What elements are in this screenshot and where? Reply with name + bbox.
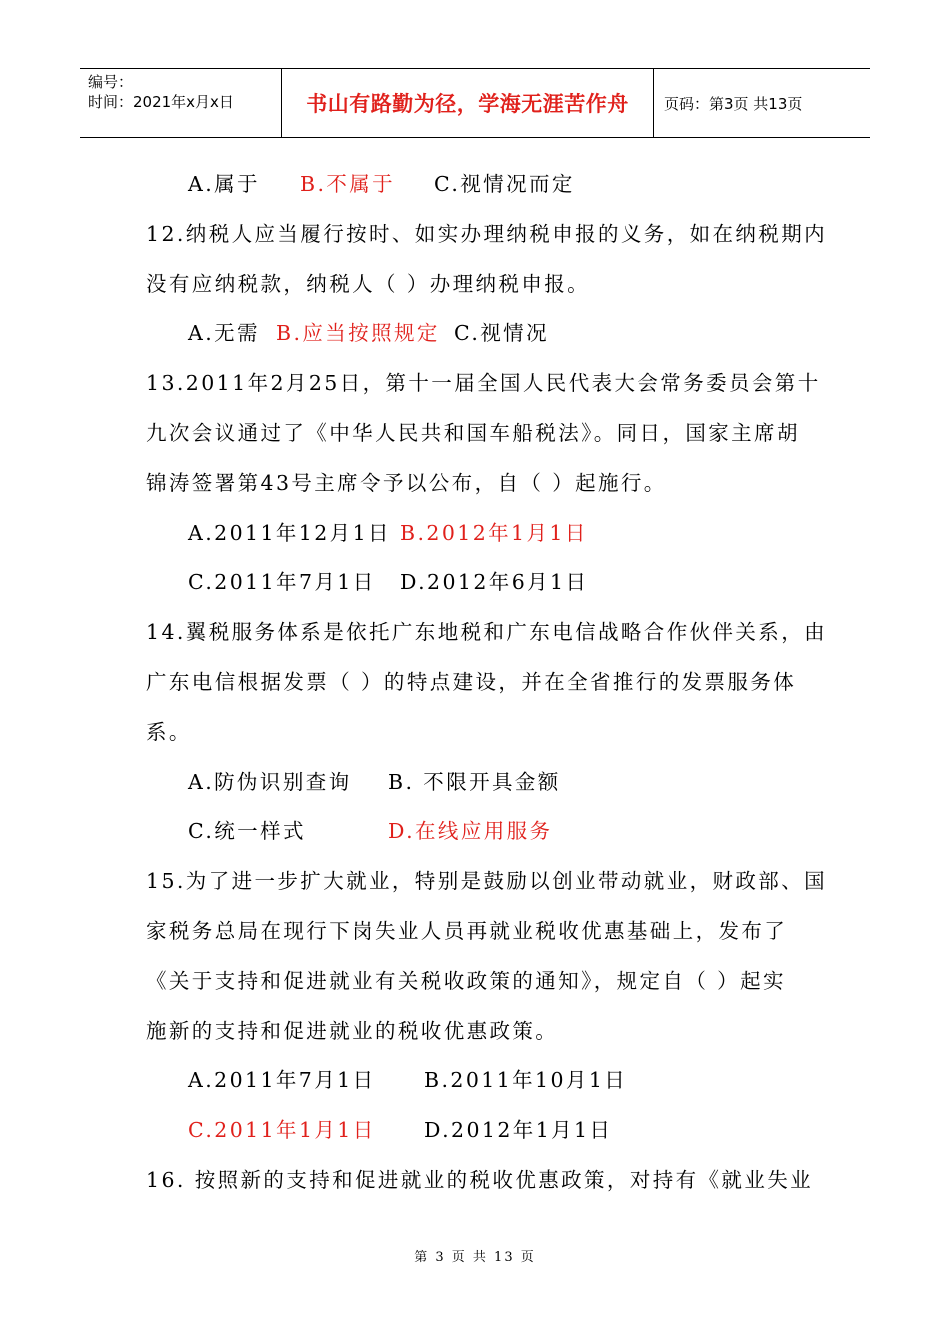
q14-option-d: D.在线应用服务 [388,819,553,844]
header-page-label: 页码：第3页 共13页 [664,94,803,113]
document-body [146,160,827,1206]
header-meta [80,69,282,137]
q15-option-d: D.2012年1月1日 [424,1118,613,1143]
q12-option-b: B.应当按照规定 [276,321,440,346]
header-motto: 书山有路勤为径，学海无涯苦作舟 [282,69,654,137]
q16-text-line-1: 16. 按照新的支持和促进就业的税收优惠政策，对持有《就业失业 [146,1167,814,1192]
q13-option-b: B.2012年1月1日 [400,520,588,545]
q15-text-line-3: 《关于支持和促进就业有关税收政策的通知》，规定自（ ）起实 [146,968,786,993]
q15-option-a: A.2011年7月1日 [188,1068,376,1093]
q12-text-line-2: 没有应纳税款，纳税人（ ）办理纳税申报。 [146,271,591,296]
q13-text-line-2: 九次会议通过了《中华人民共和国车船税法》。同日，国家主席胡 [146,420,800,445]
q11-options [146,160,806,210]
q13-option-c: C.2011年7月1日 [188,570,376,595]
q12-option-a: A.无需 [188,321,260,346]
q15-option-c: C.2011年1月1日 [188,1118,376,1143]
q13-text-line-1: 13.2011年2月25日，第十一届全国人民代表大会常务委员会第十 [146,371,821,396]
q15-text-line-4: 施新的支持和促进就业的税收优惠政策。 [146,1018,559,1043]
q14-text-line-2: 广东电信根据发票（ ）的特点建设，并在全省推行的发票服务体 [146,669,797,694]
q13-option-a: A.2011年12月1日 [188,520,391,545]
q15-option-b: B.2011年10月1日 [424,1068,628,1093]
q12-option-c: C.视情况 [454,321,549,346]
q15-text-line-2: 家税务总局在现行下岗失业人员再就业税收优惠基础上，发布了 [146,918,788,943]
q13-text-line-3: 锦涛签署第43号主席令予以公布，自（ ）起施行。 [146,470,667,495]
page-footer: 第 3 页 共 13 页 [414,1250,536,1265]
q14-text-line-1: 14.翼税服务体系是依托广东地税和广东电信战略合作伙伴关系，由 [146,620,827,645]
q14-options-row-2 [146,807,806,857]
q15-text-line-1: 15.为了进一步扩大就业，特别是鼓励以创业带动就业，财政部、国 [146,869,827,894]
q14-options-row-1 [146,758,806,808]
q15-options-row-2 [146,1106,806,1156]
q11-option-a: A.属于 [188,172,260,196]
q13-options-row-2 [146,558,806,608]
number-label: 编号： [88,73,134,91]
q14-option-a: A.防伪识别查询 [188,769,352,794]
q13-options-row-1 [146,509,806,559]
date-label: 时间：2021年x月x日 [88,93,234,111]
q15-options-row-1 [146,1056,806,1106]
q11-option-c: C.视情况而定 [434,172,575,196]
q14-option-c: C.统一样式 [188,819,306,844]
q13-option-d: D.2012年6月1日 [400,570,589,595]
q12-text-line-1: 12.纳税人应当履行按时、如实办理纳税申报的义务，如在纳税期内 [146,221,827,246]
q14-text-line-3: 系。 [146,719,192,744]
page-header [80,68,870,138]
q12-options [146,309,806,359]
q14-option-b: B. 不限开具金额 [388,769,561,794]
q11-option-b: B.不属于 [300,172,396,196]
